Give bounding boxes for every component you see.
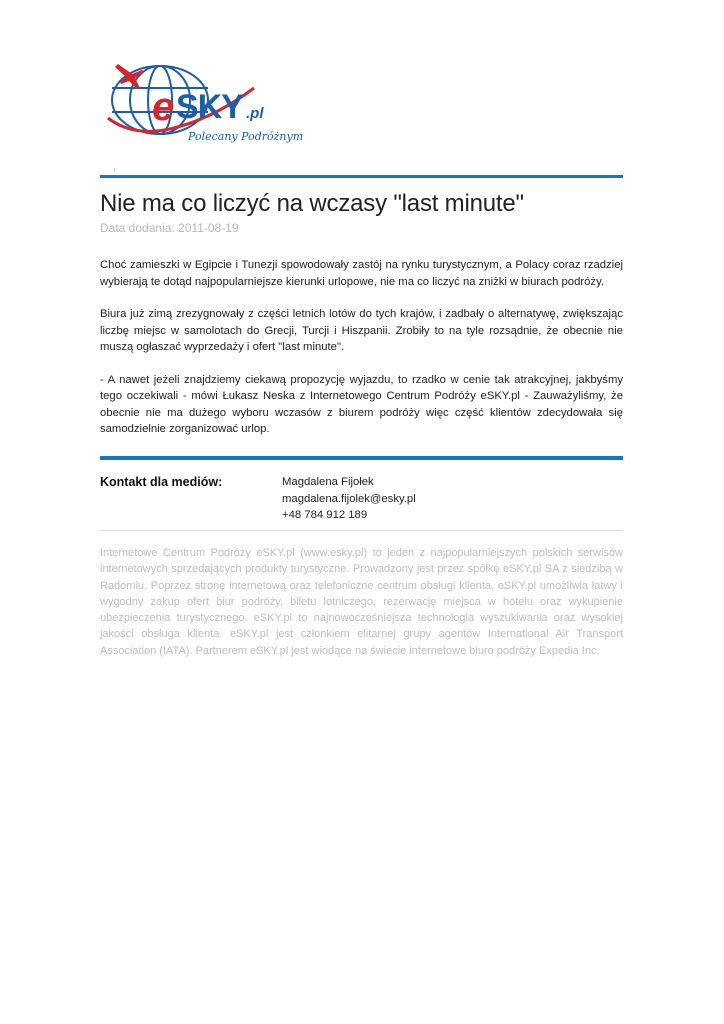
article-paragraph: Biura już zimą zrezygnowały z części letnich lotów do tych krajów, i zadbały o alternatywę, zwiększając liczbę miejsc w samolotach do Grecji, Turcji i Hiszpanii. Zrobiły to na tyle rozsądnie, że obecnie nie muszą ogłaszać wyprzedaży i ofert "last minute". xyxy=(100,308,623,353)
svg-text:.pl: .pl xyxy=(246,105,264,122)
contact-phone: +48 784 912 189 xyxy=(282,509,368,521)
logo-tagline: Polecany Podróżnym xyxy=(188,130,304,143)
article-paragraph: - A nawet jeżeli znajdziemy ciekawą propozycję wyjazdu, to rzadko w cenie tak atrakcyjnej, jakbyśmy tego oczekiwali - mówi Łukasz Neska z Internetowego Centrum Podróży eSKY.pl - Zauważyliśmy, że obecnie nie ma dużego wyboru wczasów z biurem podróży więc część klientów zdecydowała się samodzielnie zorganizować urlop. xyxy=(100,373,623,435)
contact-divider xyxy=(100,456,623,460)
article-title: Nie ma co liczyć na wczasy "last minute" xyxy=(100,190,524,217)
footer-divider xyxy=(100,530,623,531)
article-paragraph: Choć zamieszki w Egipcie i Tunezji spowodowały zastój na rynku turystycznym, a Polacy coraz rzadziej wybierają te dotąd najpopularniejsze kierunki urlopowe, nie ma co liczyć na zniżki w biurach podróży. xyxy=(100,259,623,288)
contact-label: Kontakt dla mediów: xyxy=(100,475,223,489)
contact-email[interactable]: magdalena.fijolek@esky.pl xyxy=(282,492,416,505)
svg-text:SKY: SKY xyxy=(176,88,243,126)
contact-info xyxy=(282,474,416,524)
article-date: Data dodania: 2011-08-19 xyxy=(100,221,239,235)
esky-logo xyxy=(104,58,304,150)
esky-logo-graphic xyxy=(104,58,304,150)
svg-text:e: e xyxy=(152,85,175,129)
page-mark xyxy=(114,168,115,172)
company-footer: Internetowe Centrum Podróży eSKY.pl (www.esky.pl) to jeden z najpopularniejszych polskich serwisów internetowych sprzedających produkty turystyczne. Prowadzony jest przez spółkę eSKY.pl SA z siedzibą w Radomiu. Poprzez stronę internetową oraz telefoniczne centrum obsługi klienta, eSKY.pl umożliwia łatwy i wygodny zakup ofert biur podróży, biletu lotniczego, rezerwację miejsca w hotelu oraz wykupienie ubezpieczenia turystycznego. eSKY.pl to najnowocześniejsza technologia wyszukiwania oraz wysokiej jakości obsługa klienta. eSKY.pl jest członkiem elitarnej grupy agentów International Air Transport Association (IATA). Partnerem eSKY.pl jest wiodące na świecie internetowe biuro podróży Expedia Inc. xyxy=(100,547,623,657)
contact-name: Magdalena Fijołek xyxy=(282,476,374,488)
header-divider xyxy=(100,175,623,178)
article-body xyxy=(100,257,623,454)
plane-icon xyxy=(115,64,144,89)
